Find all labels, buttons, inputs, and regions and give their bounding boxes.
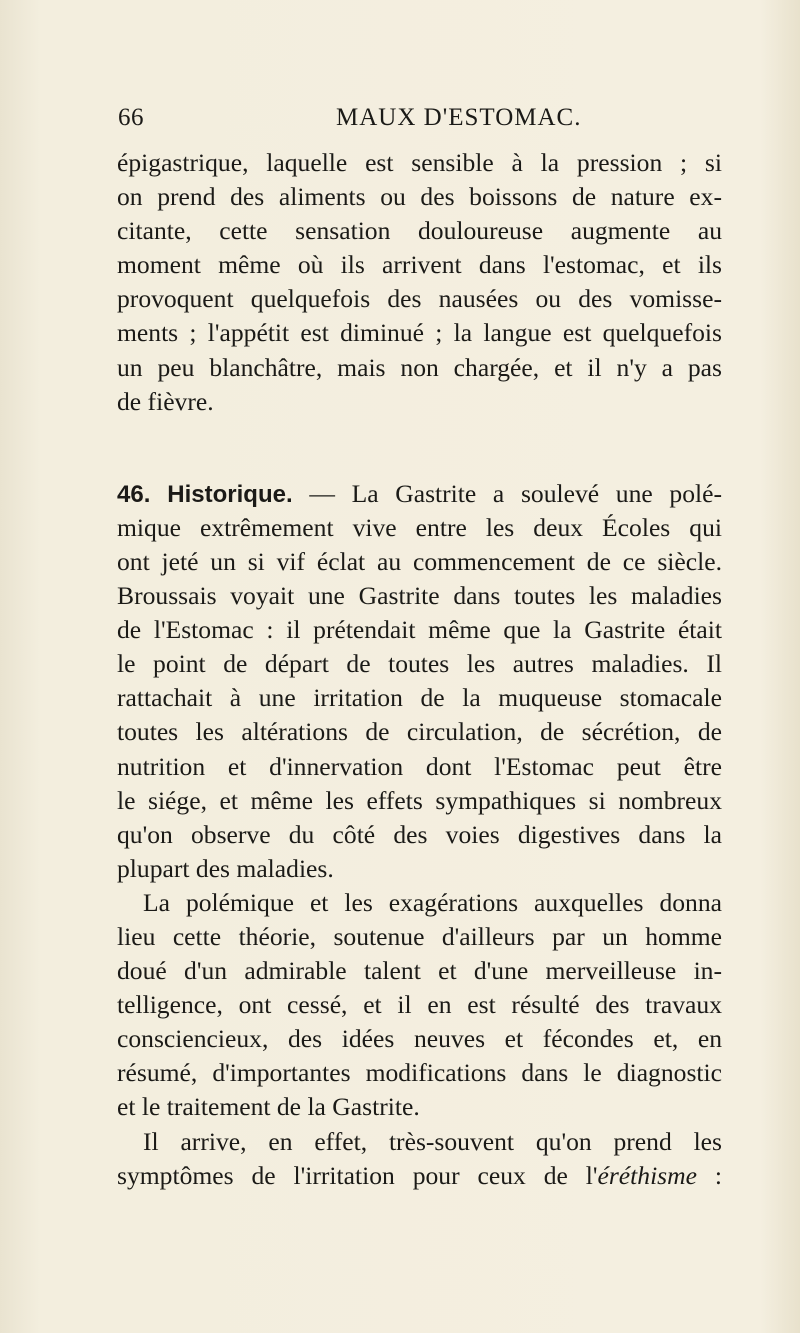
text-line: consciencieux, des idées neuves et fécondes et, en [117,1024,722,1054]
text-line: le point de départ de toutes les autres maladies. Il [117,649,722,679]
text-fragment: : [697,1160,723,1190]
text-line: de l'Estomac : il prétendait même que la Gastrite était [117,615,722,645]
text-line: rattachait à une irritation de la muqueuse stomacale [117,683,722,713]
text-line: de fièvre. [117,386,214,416]
text-line: telligence, ont cessé, et il en est résulté des travaux [117,990,722,1020]
section-heading: 46. Historique. [117,480,293,508]
text-line: mique extrêmement vive entre les deux Écoles qui [117,512,722,542]
text-fragment: symptômes de l'irritation pour ceux de l' [117,1160,598,1190]
text-line: lieu cette théorie, soutenue d'ailleurs par un homme [117,921,722,951]
body-text [117,146,722,1193]
text-line-final [117,1159,722,1193]
text-line: Il arrive, en effet, très-souvent qu'on prend les [143,1126,722,1156]
section-first-line [117,477,722,511]
text-line: moment même où ils arrivent dans l'estomac, et ils [117,250,722,280]
text-line: citante, cette sensation douloureuse augmente au [117,216,722,246]
section-heading-rest: — La Gastrite a soulevé une polé- [292,478,723,508]
page-header [118,104,718,134]
text-line: résumé, d'importantes modifications dans le diagnostic [117,1058,722,1088]
text-line: un peu blanchâtre, mais non chargée, et il n'y a pas [117,352,722,382]
text-line: Broussais voyait une Gastrite dans toutes les maladies [117,581,722,611]
text-line: le siége, et même les effets sympathiques si nombreux [117,785,722,815]
text-line: La polémique et les exagérations auxquelles donna [143,887,722,917]
text-line: qu'on observe du côté des voies digestives dans la [117,819,722,849]
italic-term: éréthisme [597,1160,697,1190]
text-line: ont jeté un si vif éclat au commencement de ce siècle. [117,546,722,576]
page-number: 66 [118,104,144,131]
text-line: nutrition et d'innervation dont l'Estomac peut être [117,751,722,781]
text-line: épigastrique, laquelle est sensible à la pression ; si [117,148,722,177]
text-line: plupart des maladies. [117,853,334,883]
text-line: provoquent quelquefois des nausées ou des vomisse- [117,284,722,314]
text-line: on prend des aliments ou des boissons de nature ex- [117,182,722,212]
section-gap [117,419,722,477]
text-line: ments ; l'appétit est diminué ; la langue est quelquefois [117,318,722,348]
text-line: doué d'un admirable talent et d'une merveilleuse in- [117,956,722,986]
running-title: MAUX D'ESTOMAC. [336,104,582,131]
text-line: toutes les altérations de circulation, de sécrétion, de [117,717,722,747]
text-line: et le traitement de la Gastrite. [117,1092,420,1122]
